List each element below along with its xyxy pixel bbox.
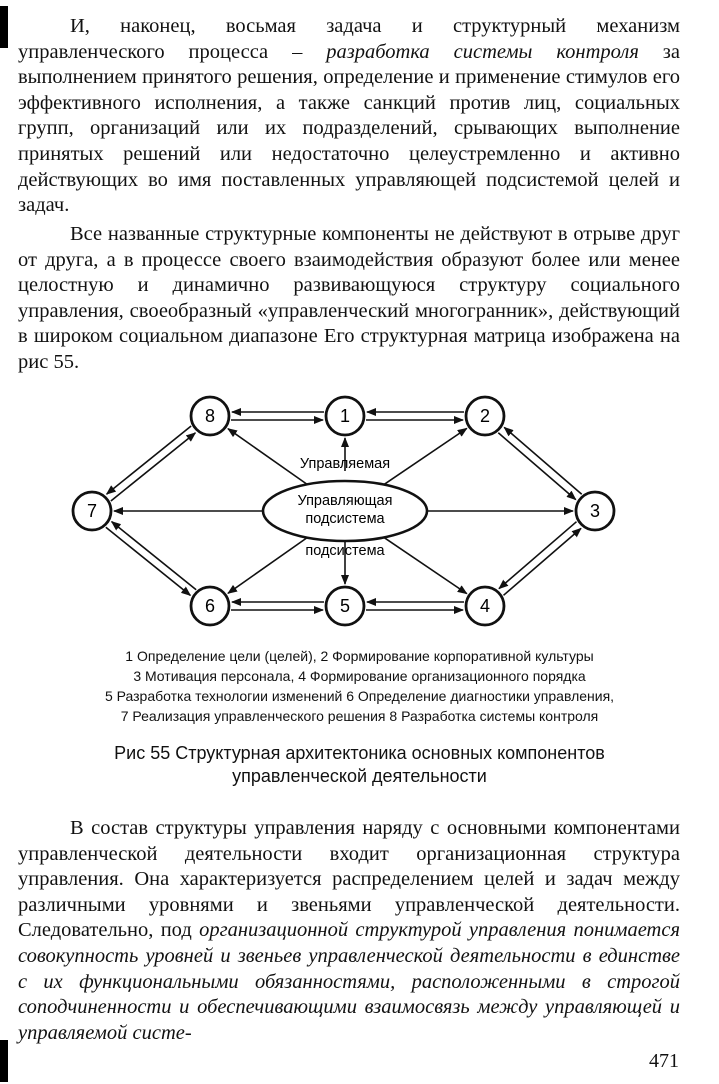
paragraph-text: И, наконец, восьмая задача и структурный механизм управленческого процесса –: [18, 15, 680, 63]
center-label-line1: Управляющая: [297, 493, 393, 509]
center-label-line2: подсистема: [305, 511, 385, 527]
page-number: 471: [649, 1050, 679, 1072]
paragraph-control-system: [18, 14, 680, 219]
arrow-center-4: [384, 537, 467, 593]
node-4-label: 4: [479, 596, 491, 616]
arrow-7-8-back: [107, 426, 192, 494]
structure-diagram: [60, 388, 660, 628]
paragraph-text: Все названные структурные компоненты не действуют в отрыве друг от друга, а в процессе своего взаимодействия образуют более или менее целостную и динамично развивающуюся структуру социального управления, своеобразный «управленческий многогранник», действующий в широком социальном диапазоне Его структурная матрица изображена на рис 55.: [18, 223, 680, 373]
node-3-label: 3: [589, 501, 601, 521]
legend-line: 7 Реализация управленческого решения 8 Разработка системы контроля: [120, 708, 599, 724]
emphasis-definition: организационной структурой управления понимается совокупность уровней и звеньев управленческой деятельности в единстве с их функциональными обязанностями, расположенными в строгой соподчиненности и обеспечивающими взаимосвязь между управляющей и управляемой систе-: [18, 919, 680, 1044]
node-8-label: 8: [204, 406, 216, 426]
node-1-label: 1: [339, 406, 351, 426]
figure-caption: [0, 742, 719, 788]
arrow-2-3-forward: [498, 433, 575, 500]
arrow-3-4-back: [504, 528, 581, 595]
paragraph-text: за выполнением принятого решения, определение и применение стимулов его эффективного исполнения, а также санкций против лиц, социальных групп, организаций или их подразделений, срывающих выполнение принятых решений или недостаточно целеустремленно и активно действующих во имя поставленных управляющей подсистемой целей и задач.: [18, 40, 680, 217]
arrow-center-8: [228, 429, 307, 485]
paragraph-org-structure: [18, 816, 680, 1046]
node-7-label: 7: [86, 501, 98, 521]
node-2-label: 2: [479, 406, 491, 426]
node-6-label: 6: [204, 596, 216, 616]
legend-line: 5 Разработка технологии изменений 6 Определение диагностики управления,: [104, 688, 615, 704]
arrow-6-7-back: [106, 527, 191, 595]
page-edge-mark-top: [0, 6, 8, 48]
paragraph-text: В состав структуры управления наряду с основными компонентами управленческой деятельности входит организационная структура управления. Она характеризуется распределением целей и задач между различными уровнями и звеньями управленческой деятельности. Следовательно, под: [18, 817, 680, 942]
arrow-2-3-back: [504, 427, 581, 494]
figure-legend: [0, 646, 719, 726]
managed-label-bottom: подсистема: [305, 543, 385, 559]
node-5-label: 5: [339, 596, 351, 616]
arrow-6-7-forward: [112, 522, 197, 590]
page-edge-mark-bottom: [0, 1040, 8, 1082]
arrow-center-2: [384, 428, 467, 484]
arrow-center-6: [228, 538, 307, 594]
arrow-7-8-forward: [111, 433, 196, 501]
legend-line: 1 Определение цели (целей), 2 Формирование корпоративной культуры: [125, 648, 594, 664]
caption-line: управленческой деятельности: [232, 766, 487, 786]
caption-line: Рис 55 Структурная архитектоника основных компонентов: [114, 743, 605, 763]
arrow-3-4-forward: [499, 522, 576, 589]
emphasis-term: разработка системы контроля: [326, 40, 639, 63]
legend-line: 3 Мотивация персонала, 4 Формирование организационного порядка: [133, 668, 586, 684]
managed-label-top: Управляемая: [299, 456, 391, 472]
paragraph-polyhedron: [18, 222, 680, 376]
